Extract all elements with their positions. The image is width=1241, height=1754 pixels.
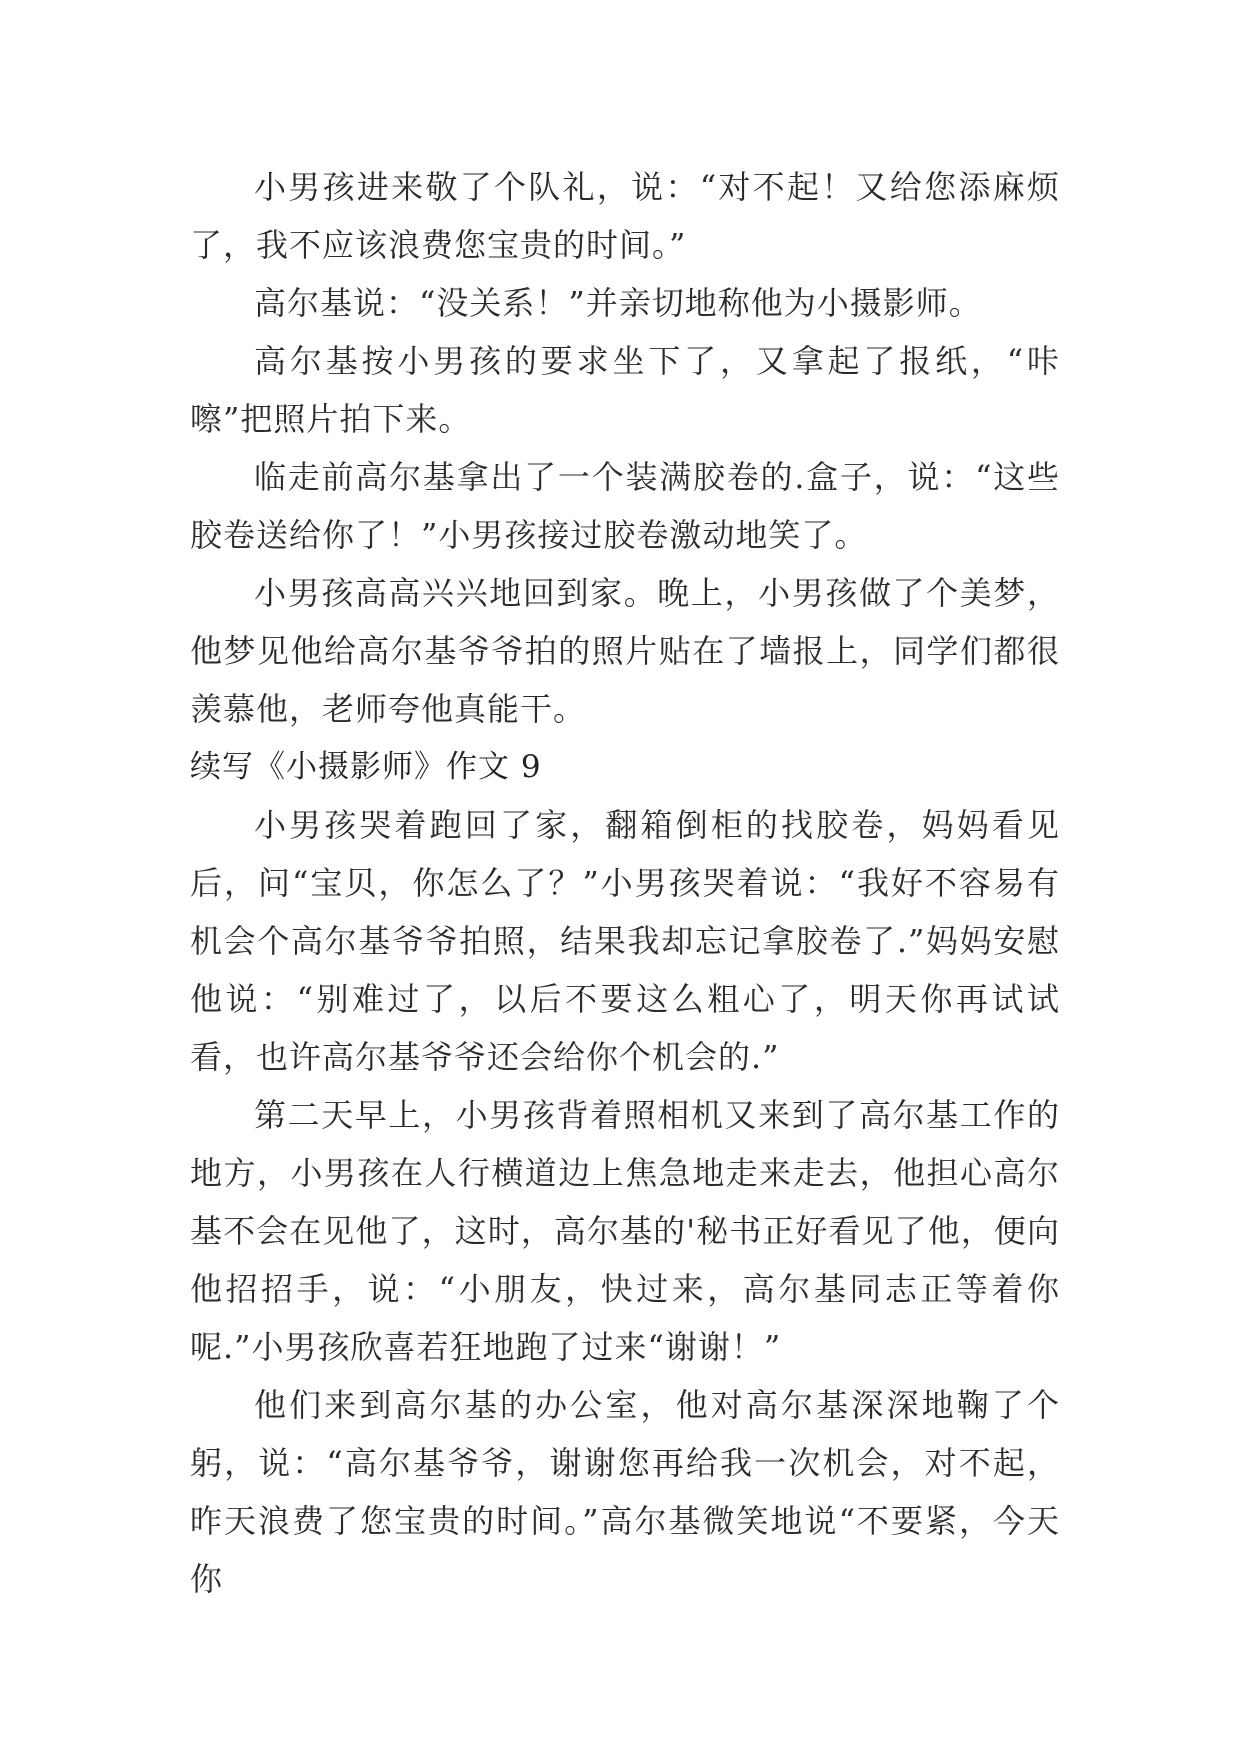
paragraph-forgot-film: 小男孩哭着跑回了家，翻箱倒柜的找胶卷，妈妈看见后，问“宝贝，你怎么了？”小男孩哭着说：“我好不容易有机会个高尔基爷爷拍照，结果我却忘记拿胶卷了.”妈妈安慰他说：“别难过了，以后不要这么粗心了，明天你再试试看，也许高尔基爷爷还会给你个机会的.” [190, 806, 1060, 1076]
paragraph-next-morning: 第二天早上，小男孩背着照相机又来到了高尔基工作的地方，小男孩在人行横道边上焦急地走来走去，他担心高尔基不会在见他了，这时，高尔基的'秘书正好看见了他，便向他招招手，说：“小朋友，快过来，高尔基同志正等着你呢.”小男孩欣喜若狂地跑了过来“谢谢！” [190, 1096, 1060, 1366]
paragraph-film-gift: 临走前高尔基拿出了一个装满胶卷的.盒子，说：“这些胶卷送给你了！”小男孩接过胶卷激动地笑了。 [190, 458, 1060, 554]
paragraph-dream: 小男孩高高兴兴地回到家。晚上，小男孩做了个美梦，他梦见他给高尔基爷爷拍的照片贴在了墙报上，同学们都很羡慕他，老师夸他真能干。 [190, 574, 1060, 728]
paragraph-photo-taken: 高尔基按小男孩的要求坐下了，又拿起了报纸，“咔嚓”把照片拍下来。 [190, 342, 1060, 438]
paragraph-boy-apology: 小男孩进来敬了个队礼，说：“对不起！又给您添麻烦了，我不应该浪费您宝贵的时间。” [190, 168, 1060, 264]
paragraph-office-visit: 他们来到高尔基的办公室，他对高尔基深深地鞠了个躬，说：“高尔基爷爷，谢谢您再给我一次机会，对不起，昨天浪费了您宝贵的时间。”高尔基微笑地说“不要紧，今天你 [190, 1386, 1060, 1598]
document-body [190, 158, 1060, 1608]
paragraph-gorky-reply: 高尔基说：“没关系！”并亲切地称他为小摄影师。 [254, 284, 982, 322]
section-heading: 续写《小摄影师》作文 9 [190, 749, 542, 785]
